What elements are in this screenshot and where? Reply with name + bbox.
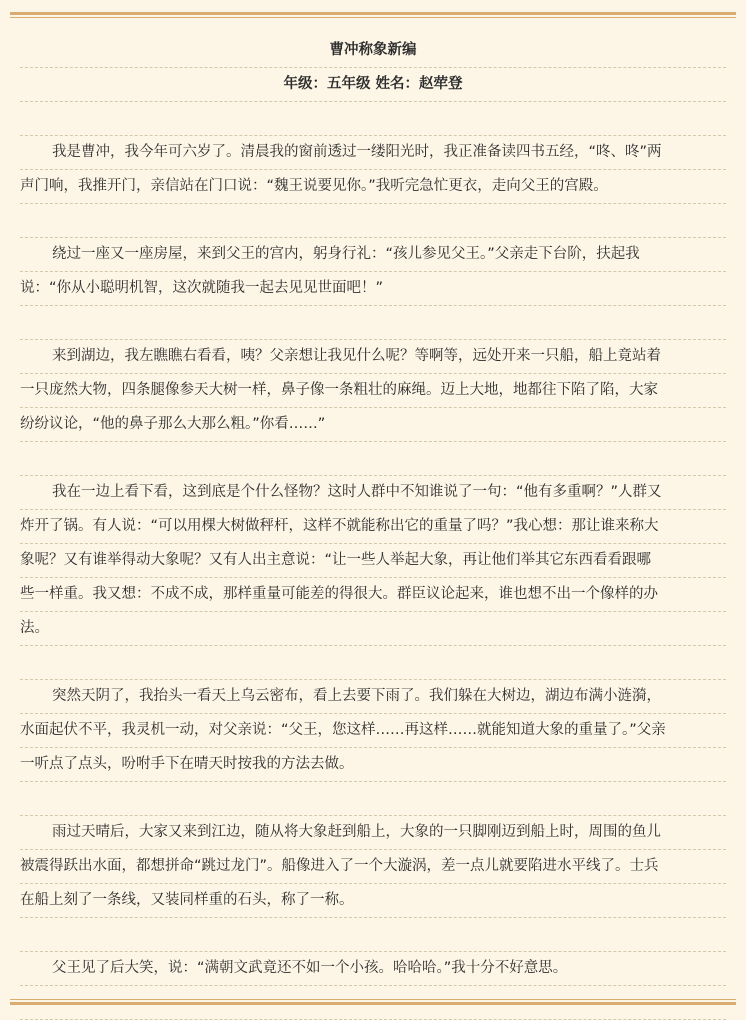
text-line: 象呢？又有谁举得动大象呢？又有人出主意说：“让一些人举起大象，再让他们举其它东西看看跟哪 <box>20 544 726 578</box>
text-line <box>20 204 726 238</box>
text-line: 说：“你从小聪明机智，这次就随我一起去见见世面吧！” <box>20 272 726 306</box>
text-line <box>20 102 726 136</box>
bottom-border <box>10 999 736 1005</box>
text-line: 声门响，我推开门，亲信站在门口说：“魏王说要见你。”我听完急忙更衣，走向父王的宫殿。 <box>20 170 726 204</box>
bottom-border-thick <box>10 1002 736 1005</box>
text-line: 我是曹冲，我今年可六岁了。清晨我的窗前透过一缕阳光时，我正准备读四书五经，“咚、咚”两 <box>20 136 726 170</box>
text-line: 雨过天晴后，大家又来到江边，随从将大象赶到船上，大象的一只脚刚迈到船上时，周围的鱼儿 <box>20 816 726 850</box>
text-line: 些一样重。我又想：不成不成，那样重量可能差的得很大。群臣议论起来，谁也想不出一个像样的办 <box>20 578 726 612</box>
text-line: 一听点了点头，吩咐手下在晴天时按我的方法去做。 <box>20 748 726 782</box>
text-line <box>20 646 726 680</box>
text-line <box>20 306 726 340</box>
text-line <box>20 782 726 816</box>
text-line: 被震得跃出水面，都想拼命“跳过龙门”。船像进入了一个大漩涡，差一点儿就要陷进水平线了。士兵 <box>20 850 726 884</box>
top-border-thick <box>10 12 736 15</box>
essay-title: 曹冲称象新编 <box>20 34 726 68</box>
text-line <box>20 918 726 952</box>
text-line: 来到湖边，我左瞧瞧右看看，咦？父亲想让我见什么呢？等啊等，远处开来一只船，船上竟站着 <box>20 340 726 374</box>
text-line: 纷纷议论，“他的鼻子那么大那么粗。”你看……” <box>20 408 726 442</box>
text-line: 在船上刻了一条线，又装同样重的石头，称了一称。 <box>20 884 726 918</box>
text-line <box>20 442 726 476</box>
lined-paper <box>20 34 726 1020</box>
top-border <box>10 12 736 18</box>
text-line: 绕过一座又一座房屋，来到父王的宫内，躬身行礼：“孩儿参见父王。”父亲走下台阶，扶起我 <box>20 238 726 272</box>
text-line: 水面起伏不平，我灵机一动，对父亲说：“父王，您这样……再这样……就能知道大象的重量了。”父亲 <box>20 714 726 748</box>
text-line: 炸开了锅。有人说：“可以用棵大树做秤杆，这样不就能称出它的重量了吗？”我心想：那让谁来称大 <box>20 510 726 544</box>
text-line: 突然天阴了，我抬头一看天上乌云密布，看上去要下雨了。我们躲在大树边，湖边布满小涟漪， <box>20 680 726 714</box>
essay-meta: 年级：五年级 姓名：赵荦登 <box>20 68 726 102</box>
text-line: 我在一边上看下看，这到底是个什么怪物？这时人群中不知谁说了一句：“他有多重啊？”人群又 <box>20 476 726 510</box>
text-line: 一只庞然大物，四条腿像参天大树一样，鼻子像一条粗壮的麻绳。迈上大地，地都往下陷了陷，大家 <box>20 374 726 408</box>
top-border-thin <box>10 17 736 18</box>
bottom-border-thin <box>10 999 736 1000</box>
text-line: 父王见了后大笑，说：“满朝文武竟还不如一个小孩。哈哈哈。”我十分不好意思。 <box>20 952 726 986</box>
text-line: 法。 <box>20 612 726 646</box>
